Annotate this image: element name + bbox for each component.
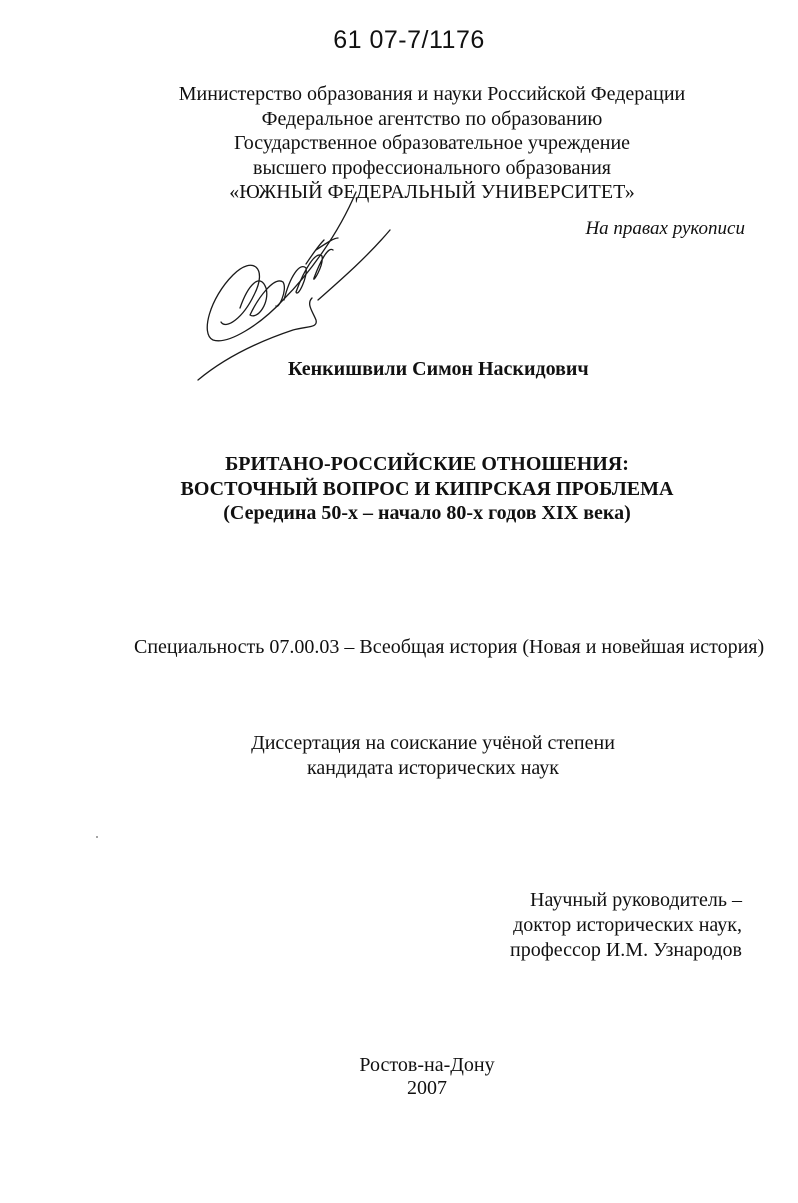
author-name: Кенкишвили Симон Наскидович — [288, 358, 589, 380]
ministry-line: Министерство образования и науки Российской Федерации — [178, 83, 686, 105]
dissertation-title — [0, 452, 798, 526]
advisor-degree: доктор исторических наук, — [513, 914, 742, 936]
agency-line: Федеральное агентство по образованию — [261, 107, 603, 130]
specialty-line: Специальность 07.00.03 – Всеобщая история (Новая и новейшая история) — [134, 636, 765, 658]
institution-type-line: Государственное образовательное учреждение — [233, 132, 631, 154]
advisor-name: профессор И.М. Узнародов — [510, 939, 742, 961]
catalog-number: 61 07-7/1176 — [333, 26, 485, 54]
education-level-line: высшего профессионального образования — [253, 156, 611, 179]
degree-block — [0, 731, 798, 780]
scan-speck — [96, 836, 98, 838]
advisor-role: Научный руководитель – — [530, 889, 742, 911]
title-line-2: ВОСТОЧНЫЙ ВОПРОС И КИПРСКАЯ ПРОБЛЕМА — [180, 477, 674, 500]
title-line-3: (Середина 50-х – начало 80-х годов XIX века) — [223, 502, 631, 524]
university-name: «ЮЖНЫЙ ФЕДЕРАЛЬНЫЙ УНИВЕРСИТЕТ» — [229, 181, 635, 203]
title-line-1: БРИТАНО-РОССИЙСКИЕ ОТНОШЕНИЯ: — [225, 453, 629, 475]
place-and-year — [0, 1054, 798, 1100]
degree-line-1: Диссертация на соискание учёной степени — [251, 732, 615, 754]
manuscript-rights: На правах рукописи — [585, 218, 745, 239]
year: 2007 — [407, 1077, 447, 1099]
advisor-block — [510, 888, 742, 963]
degree-line-2: кандидата исторических наук — [306, 756, 560, 779]
city: Ростов-на-Дону — [359, 1054, 495, 1076]
